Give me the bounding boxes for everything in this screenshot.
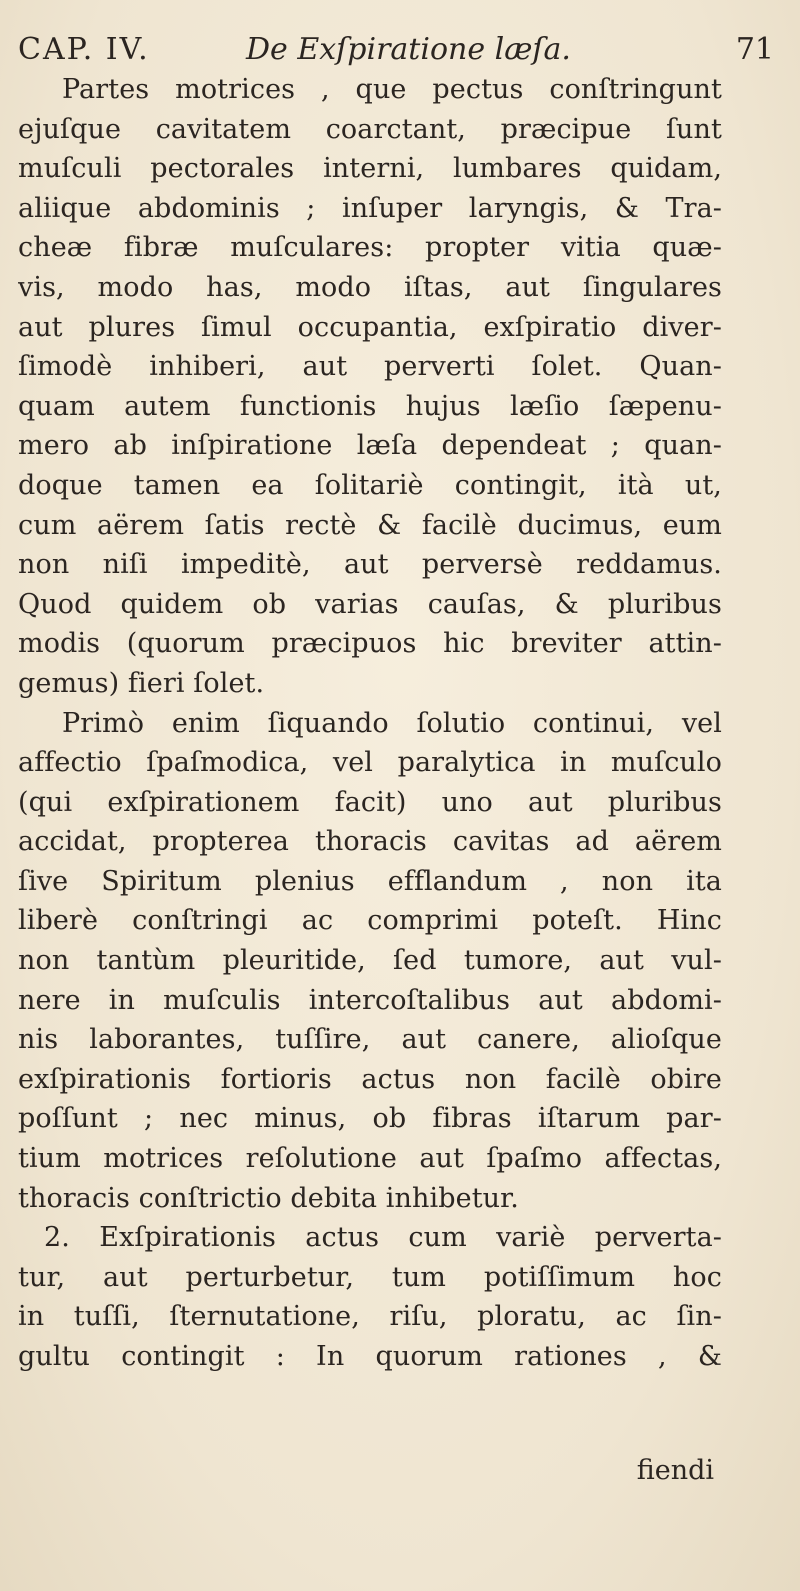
text-line: cum aërem ſatis rectè & facilè ducimus, eum <box>18 509 722 541</box>
text-line: accidat, propterea thoracis cavitas ad aërem <box>18 826 722 858</box>
text-line: quam autem functionis hujus læſio ſæpenu- <box>18 390 722 422</box>
text-line: non niſi impeditè, aut perversè reddamus. <box>18 549 722 581</box>
text-line: muſculi pectorales interni, lumbares quidam, <box>18 153 722 185</box>
text-line: nere in muſculis intercoſtalibus aut abdomi- <box>18 984 722 1016</box>
running-header <box>18 28 774 72</box>
running-title: De Exſpiratione læſa. <box>246 32 571 67</box>
text-line: Quod quidem ob varias cauſas, & pluribus <box>18 588 722 620</box>
text-line: vis, modo has, modo iſtas, aut ſingulares <box>18 271 722 303</box>
text-line: gemus) fieri ſolet. <box>18 667 265 699</box>
text-line: ejuſque cavitatem coarctant, præcipue ſunt <box>18 113 722 145</box>
text-body <box>18 70 722 1377</box>
text-line: cheæ fibræ muſculares: propter vitia quæ- <box>18 232 722 264</box>
text-line: aut plures ſimul occupantia, exſpiratio diver- <box>18 311 722 343</box>
text-line: exſpirationis fortioris actus non facilè obire <box>18 1063 722 1095</box>
text-line: Primò enim ſiquando ſolutio continui, vel <box>62 707 722 739</box>
chapter-label: CAP. IV. <box>18 32 150 67</box>
text-line: liberè conſtringi ac comprimi poteſt. Hinc <box>18 905 722 937</box>
text-line: non tantùm pleuritide, ſed tumore, aut vul- <box>18 945 722 977</box>
text-line: Partes motrices , que pectus conſtringunt <box>62 74 722 105</box>
text-line: tium motrices reſolutione aut ſpaſmo affectas, <box>18 1143 722 1175</box>
text-line: doque tamen ea ſolitariè contingit, ità ut, <box>18 469 722 501</box>
text-line: nis laborantes, tuſſire, aut canere, alioſque <box>18 1024 722 1056</box>
text-line: mero ab inſpiratione læſa dependeat ; quan- <box>18 430 722 462</box>
page-number: 71 <box>735 32 774 67</box>
text-line: in tuſſi, ſternutatione, riſu, ploratu, ac ſin- <box>18 1301 722 1333</box>
catchword: fiendi <box>636 1455 714 1486</box>
text-line: modis (quorum præcipuos hic breviter attin- <box>18 628 722 660</box>
text-line: ſimodè inhiberi, aut perverti ſolet. Quan- <box>18 351 722 383</box>
text-line: poſſunt ; nec minus, ob fibras iſtarum par- <box>18 1103 722 1135</box>
text-line: thoracis conſtrictio debita inhibetur. <box>18 1182 519 1214</box>
text-line: 2. Exſpirationis actus cum variè perverta- <box>44 1222 722 1254</box>
text-line: tur, aut perturbetur, tum potiſſimum hoc <box>18 1261 722 1293</box>
text-line: affectio ſpaſmodica, vel paralytica in muſculo <box>18 747 722 779</box>
text-line: (qui exſpirationem facit) uno aut pluribus <box>18 786 722 818</box>
text-line: gultu contingit : In quorum rationes , & <box>18 1341 722 1372</box>
text-line: ſive Spiritum plenius efflandum , non ita <box>18 865 722 897</box>
text-line: aliique abdominis ; inſuper laryngis, & Tra- <box>18 192 722 224</box>
